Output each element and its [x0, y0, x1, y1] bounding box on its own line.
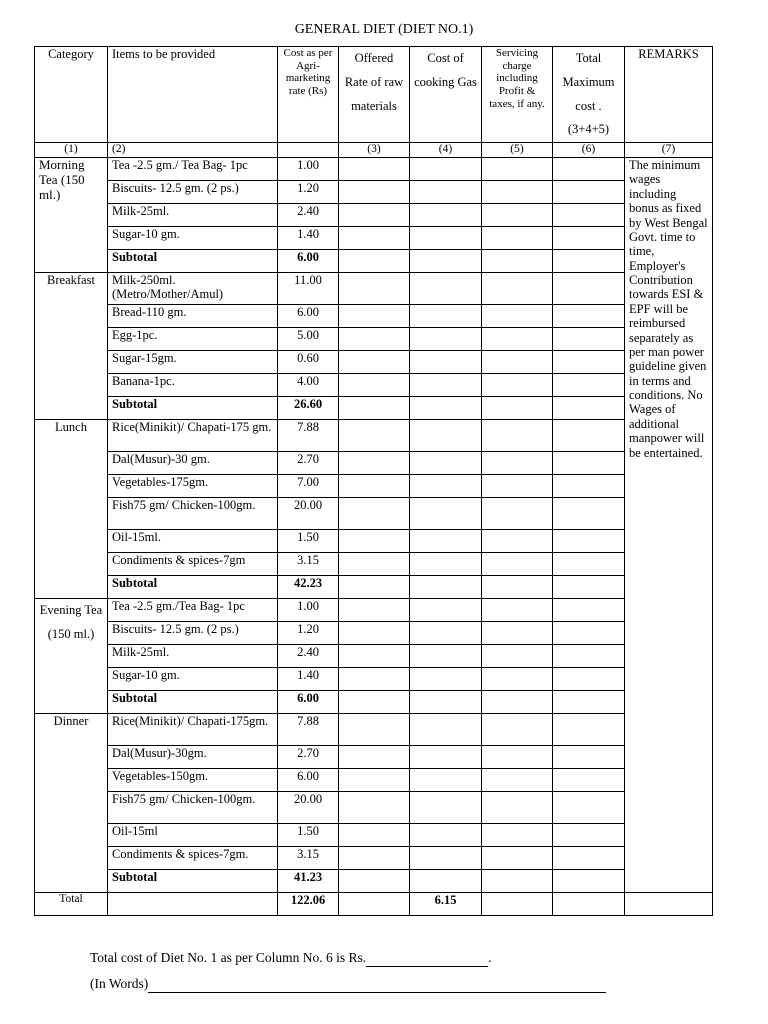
- subtotal-label: Subtotal: [108, 870, 278, 893]
- empty-cell: [410, 645, 482, 668]
- cost-cell: 3.15: [278, 847, 339, 870]
- table-row: [35, 452, 713, 475]
- empty-cell: [339, 893, 410, 916]
- empty-cell: [108, 893, 278, 916]
- empty-cell: [410, 769, 482, 792]
- empty-cell: [410, 181, 482, 204]
- empty-cell: [410, 691, 482, 714]
- empty-cell: [339, 204, 410, 227]
- item-cell: Dal(Musur)-30gm.: [108, 746, 278, 769]
- empty-cell: [482, 576, 553, 599]
- empty-cell: [410, 420, 482, 452]
- col-number: (7): [625, 143, 713, 158]
- item-cell: Sugar-10 gm.: [108, 227, 278, 250]
- subtotal-value: 42.23: [278, 576, 339, 599]
- empty-cell: [553, 769, 625, 792]
- empty-cell: [339, 870, 410, 893]
- col-number: (1): [35, 143, 108, 158]
- empty-cell: [339, 374, 410, 397]
- subtotal-label: Subtotal: [108, 691, 278, 714]
- table-row: [35, 475, 713, 498]
- cost-cell: 1.20: [278, 181, 339, 204]
- item-cell: Tea -2.5 gm./Tea Bag- 1pc: [108, 599, 278, 622]
- table-row: [35, 645, 713, 668]
- empty-cell: [339, 158, 410, 181]
- empty-cell: [410, 870, 482, 893]
- empty-cell: [339, 599, 410, 622]
- table-row: [35, 553, 713, 576]
- empty-cell: [410, 305, 482, 328]
- empty-cell: [553, 530, 625, 553]
- table-row: [35, 181, 713, 204]
- subtotal-label: Subtotal: [108, 250, 278, 273]
- empty-cell: [339, 668, 410, 691]
- empty-cell: [339, 328, 410, 351]
- empty-cell: [553, 691, 625, 714]
- empty-cell: [339, 305, 410, 328]
- empty-cell: [410, 530, 482, 553]
- col-number: (6): [553, 143, 625, 158]
- header-cost-gas: Cost of cooking Gas: [410, 47, 482, 143]
- header-servicing: Servicing charge including Profit & taxes, if any.: [482, 47, 553, 143]
- total-label: Total: [35, 893, 108, 916]
- empty-cell: [625, 893, 713, 916]
- empty-cell: [410, 374, 482, 397]
- empty-cell: [339, 452, 410, 475]
- header-category: Category: [35, 47, 108, 143]
- empty-cell: [482, 227, 553, 250]
- empty-cell: [339, 746, 410, 769]
- empty-cell: [553, 204, 625, 227]
- subtotal-row: [35, 870, 713, 893]
- header-items: Items to be provided: [108, 47, 278, 143]
- empty-cell: [410, 452, 482, 475]
- cost-cell: 0.60: [278, 351, 339, 374]
- empty-cell: [553, 397, 625, 420]
- cost-cell: 7.88: [278, 714, 339, 746]
- empty-cell: [482, 158, 553, 181]
- empty-cell: [553, 181, 625, 204]
- cost-cell: 1.00: [278, 599, 339, 622]
- empty-cell: [553, 599, 625, 622]
- empty-cell: [339, 351, 410, 374]
- footer-in-words: [90, 976, 606, 993]
- footer-total-cost: [90, 950, 492, 967]
- empty-cell: [553, 576, 625, 599]
- table-row: [35, 420, 713, 452]
- empty-cell: [339, 498, 410, 530]
- empty-cell: [410, 204, 482, 227]
- empty-cell: [482, 792, 553, 824]
- empty-cell: [482, 250, 553, 273]
- empty-cell: [410, 250, 482, 273]
- empty-cell: [553, 328, 625, 351]
- cost-cell: 20.00: [278, 792, 339, 824]
- footer-line1-end: .: [488, 950, 492, 965]
- table-row: [35, 824, 713, 847]
- diet-table: [34, 46, 713, 916]
- footer-line2-text: (In Words): [90, 976, 149, 991]
- cost-cell: 5.00: [278, 328, 339, 351]
- empty-cell: [553, 250, 625, 273]
- subtotal-value: 41.23: [278, 870, 339, 893]
- item-cell: Vegetables-150gm.: [108, 769, 278, 792]
- item-cell: Rice(Minikit)/ Chapati-175gm.: [108, 714, 278, 746]
- in-words-blank[interactable]: [148, 976, 606, 993]
- empty-cell: [482, 769, 553, 792]
- empty-cell: [482, 452, 553, 475]
- empty-cell: [410, 553, 482, 576]
- empty-cell: [339, 553, 410, 576]
- empty-cell: [482, 397, 553, 420]
- empty-cell: [482, 746, 553, 769]
- empty-cell: [553, 452, 625, 475]
- empty-cell: [339, 576, 410, 599]
- total-gas: 6.15: [410, 893, 482, 916]
- empty-cell: [482, 893, 553, 916]
- category-breakfast: Breakfast: [35, 273, 108, 420]
- cost-cell: 7.00: [278, 475, 339, 498]
- table-row: [35, 204, 713, 227]
- subtotal-value: 6.00: [278, 691, 339, 714]
- category-evening-tea: Evening Tea (150 ml.): [35, 599, 108, 714]
- cost-cell: 2.40: [278, 204, 339, 227]
- cost-cell: 6.00: [278, 305, 339, 328]
- empty-cell: [482, 530, 553, 553]
- cost-cell: 1.20: [278, 622, 339, 645]
- cost-cell: 1.40: [278, 227, 339, 250]
- empty-cell: [553, 475, 625, 498]
- empty-cell: [482, 420, 553, 452]
- empty-cell: [482, 204, 553, 227]
- empty-cell: [482, 714, 553, 746]
- empty-cell: [410, 227, 482, 250]
- cost-cell: 4.00: [278, 374, 339, 397]
- col-number: (3): [339, 143, 410, 158]
- empty-cell: [278, 143, 339, 158]
- empty-cell: [339, 792, 410, 824]
- item-cell: Milk-25ml.: [108, 645, 278, 668]
- table-row: [35, 769, 713, 792]
- footer-line1-text: Total cost of Diet No. 1 as per Column No. 6 is Rs.: [90, 950, 367, 965]
- table-row: [35, 351, 713, 374]
- empty-cell: [553, 792, 625, 824]
- table-row: [35, 498, 713, 530]
- cost-cell: 2.70: [278, 746, 339, 769]
- empty-cell: [553, 893, 625, 916]
- empty-cell: [482, 475, 553, 498]
- table-row: [35, 792, 713, 824]
- cost-cell: 1.50: [278, 824, 339, 847]
- subtotal-row: [35, 250, 713, 273]
- item-cell: Oil-15ml.: [108, 530, 278, 553]
- empty-cell: [339, 227, 410, 250]
- empty-cell: [482, 645, 553, 668]
- empty-cell: [482, 668, 553, 691]
- empty-cell: [410, 273, 482, 305]
- empty-cell: [339, 475, 410, 498]
- empty-cell: [553, 824, 625, 847]
- empty-cell: [339, 273, 410, 305]
- empty-cell: [339, 769, 410, 792]
- item-cell: Sugar-10 gm.: [108, 668, 278, 691]
- empty-cell: [339, 530, 410, 553]
- cost-cell: 7.88: [278, 420, 339, 452]
- empty-cell: [553, 622, 625, 645]
- subtotal-label: Subtotal: [108, 576, 278, 599]
- item-cell: Sugar-15gm.: [108, 351, 278, 374]
- header-cost-agri: Cost as per Agri-marketing rate (Rs): [278, 47, 339, 143]
- item-cell: Tea -2.5 gm./ Tea Bag- 1pc: [108, 158, 278, 181]
- empty-cell: [410, 351, 482, 374]
- empty-cell: [553, 668, 625, 691]
- cost-cell: 1.50: [278, 530, 339, 553]
- empty-cell: [482, 691, 553, 714]
- empty-cell: [553, 498, 625, 530]
- empty-cell: [410, 847, 482, 870]
- empty-cell: [410, 746, 482, 769]
- item-cell: Condiments & spices-7gm: [108, 553, 278, 576]
- empty-cell: [339, 691, 410, 714]
- empty-cell: [339, 250, 410, 273]
- empty-cell: [553, 746, 625, 769]
- item-cell: Banana-1pc.: [108, 374, 278, 397]
- cost-cell: 1.00: [278, 158, 339, 181]
- empty-cell: [339, 714, 410, 746]
- item-cell: Fish75 gm/ Chicken-100gm.: [108, 792, 278, 824]
- category-lunch: Lunch: [35, 420, 108, 599]
- item-cell: Egg-1pc.: [108, 328, 278, 351]
- header-row: [35, 47, 713, 143]
- table-row: [35, 305, 713, 328]
- empty-cell: [339, 847, 410, 870]
- empty-cell: [482, 351, 553, 374]
- empty-cell: [339, 645, 410, 668]
- empty-cell: [482, 599, 553, 622]
- item-cell: Bread-110 gm.: [108, 305, 278, 328]
- table-row: [35, 714, 713, 746]
- empty-cell: [339, 824, 410, 847]
- empty-cell: [339, 420, 410, 452]
- category-dinner: Dinner: [35, 714, 108, 893]
- total-rs-blank[interactable]: [366, 950, 488, 967]
- empty-cell: [553, 870, 625, 893]
- table-row: [35, 374, 713, 397]
- cost-cell: 11.00: [278, 273, 339, 305]
- empty-cell: [482, 870, 553, 893]
- table-row: [35, 273, 713, 305]
- empty-cell: [482, 305, 553, 328]
- subtotal-value: 26.60: [278, 397, 339, 420]
- empty-cell: [553, 847, 625, 870]
- table-row: [35, 599, 713, 622]
- empty-cell: [482, 273, 553, 305]
- empty-cell: [553, 645, 625, 668]
- empty-cell: [553, 714, 625, 746]
- item-cell: Condiments & spices-7gm.: [108, 847, 278, 870]
- empty-cell: [482, 181, 553, 204]
- empty-cell: [553, 305, 625, 328]
- empty-cell: [410, 328, 482, 351]
- item-cell: Rice(Minikit)/ Chapati-175 gm.: [108, 420, 278, 452]
- page-title: GENERAL DIET (DIET NO.1): [294, 22, 474, 37]
- empty-cell: [410, 792, 482, 824]
- empty-cell: [410, 498, 482, 530]
- subtotal-value: 6.00: [278, 250, 339, 273]
- cost-cell: 3.15: [278, 553, 339, 576]
- table-row: [35, 158, 713, 181]
- empty-cell: [339, 397, 410, 420]
- empty-cell: [410, 397, 482, 420]
- item-cell: Oil-15ml: [108, 824, 278, 847]
- empty-cell: [410, 714, 482, 746]
- cost-cell: 2.40: [278, 645, 339, 668]
- cost-cell: 2.70: [278, 452, 339, 475]
- table-row: [35, 530, 713, 553]
- empty-cell: [410, 576, 482, 599]
- item-cell: Milk-25ml.: [108, 204, 278, 227]
- subtotal-row: [35, 576, 713, 599]
- empty-cell: [410, 475, 482, 498]
- header-remarks: REMARKS: [625, 47, 713, 143]
- empty-cell: [553, 227, 625, 250]
- empty-cell: [410, 158, 482, 181]
- remarks-text: The minimum wages including bonus as fixed by West Bengal Govt. time to time, Employer's Contribution towards ESI & EPF will be reimbursed separately as per man power guideline given in terms and conditions. No Wages of additional manpower will be entertained.: [625, 158, 713, 893]
- empty-cell: [553, 374, 625, 397]
- table-row: [35, 668, 713, 691]
- item-cell: Dal(Musur)-30 gm.: [108, 452, 278, 475]
- table-row: [35, 328, 713, 351]
- header-total-max: Total Maximum cost . (3+4+5): [553, 47, 625, 143]
- cost-cell: 20.00: [278, 498, 339, 530]
- col-number: (5): [482, 143, 553, 158]
- cost-cell: 1.40: [278, 668, 339, 691]
- empty-cell: [553, 158, 625, 181]
- subtotal-label: Subtotal: [108, 397, 278, 420]
- subtotal-row: [35, 691, 713, 714]
- table-row: [35, 622, 713, 645]
- empty-cell: [482, 622, 553, 645]
- table-row: [35, 746, 713, 769]
- empty-cell: [482, 553, 553, 576]
- table-row: [35, 227, 713, 250]
- subtotal-row: [35, 397, 713, 420]
- total-row: [35, 893, 713, 916]
- empty-cell: [482, 498, 553, 530]
- header-offered-rate: Offered Rate of raw materials: [339, 47, 410, 143]
- empty-cell: [553, 273, 625, 305]
- col-number: (2): [108, 143, 278, 158]
- empty-cell: [482, 824, 553, 847]
- table-row: [35, 847, 713, 870]
- empty-cell: [339, 622, 410, 645]
- empty-cell: [410, 622, 482, 645]
- item-cell: Milk-250ml. (Metro/Mother/Amul): [108, 273, 278, 305]
- empty-cell: [482, 374, 553, 397]
- column-number-row: [35, 143, 713, 158]
- empty-cell: [553, 351, 625, 374]
- item-cell: Biscuits- 12.5 gm. (2 ps.): [108, 622, 278, 645]
- empty-cell: [482, 847, 553, 870]
- item-cell: Fish75 gm/ Chicken-100gm.: [108, 498, 278, 530]
- empty-cell: [339, 181, 410, 204]
- empty-cell: [553, 553, 625, 576]
- empty-cell: [410, 668, 482, 691]
- item-cell: Vegetables-175gm.: [108, 475, 278, 498]
- empty-cell: [410, 599, 482, 622]
- item-cell: Biscuits- 12.5 gm. (2 ps.): [108, 181, 278, 204]
- total-cost: 122.06: [278, 893, 339, 916]
- col-number: (4): [410, 143, 482, 158]
- category-morning-tea: Morning Tea (150 ml.): [35, 158, 108, 273]
- empty-cell: [553, 420, 625, 452]
- empty-cell: [482, 328, 553, 351]
- empty-cell: [410, 824, 482, 847]
- cost-cell: 6.00: [278, 769, 339, 792]
